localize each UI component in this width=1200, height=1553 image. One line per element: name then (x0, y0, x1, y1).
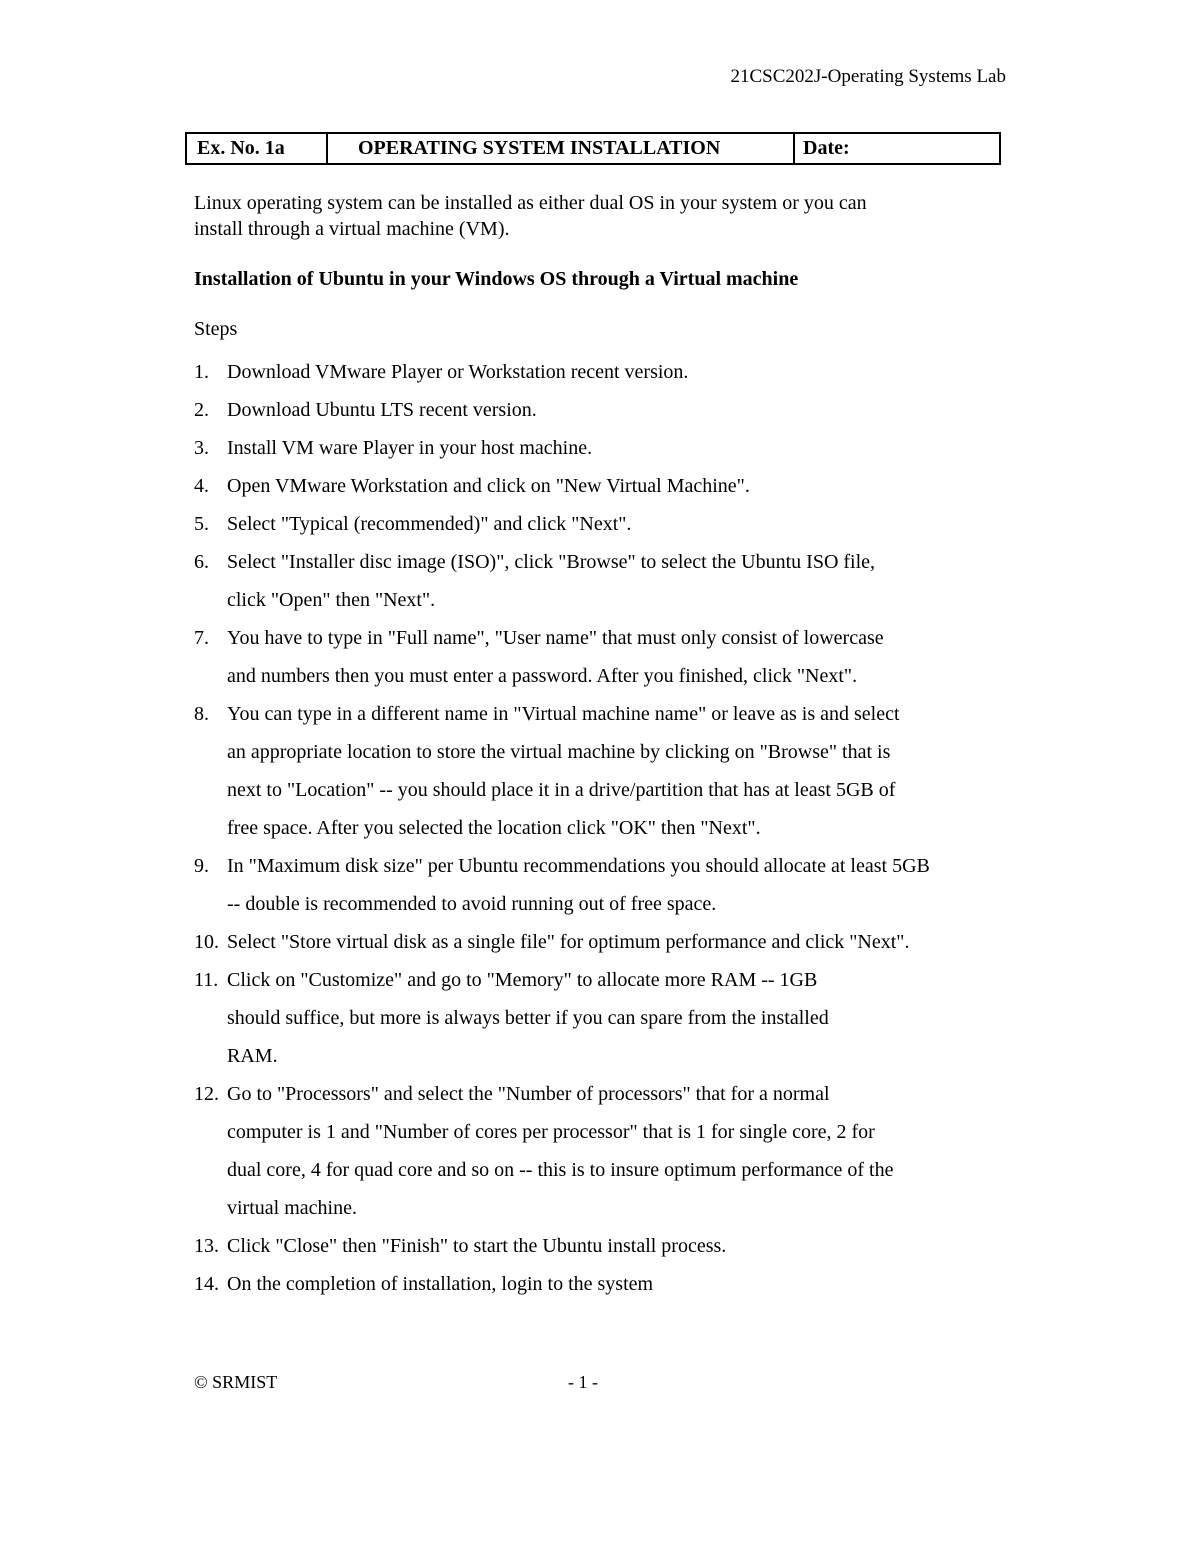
step-item (194, 923, 1014, 961)
step-number: 7. (194, 627, 209, 649)
step-text-line: RAM. (227, 1045, 278, 1067)
step-text-line: Select "Store virtual disk as a single file" for optimum performance and click "Next". (227, 931, 910, 953)
step-text (227, 1265, 1014, 1303)
step-item (194, 1227, 1014, 1265)
step-text-line: Open VMware Workstation and click on "New Virtual Machine". (227, 475, 750, 497)
step-text-line: Click on "Customize" and go to "Memory" to allocate more RAM -- 1GB (227, 969, 818, 991)
step-text-line: next to "Location" -- you should place it in a drive/partition that has at least 5GB of (227, 779, 896, 801)
step-text (227, 543, 1014, 619)
intro-line: install through a virtual machine (VM). (194, 218, 510, 240)
step-text-line: Install VM ware Player in your host machine. (227, 437, 593, 459)
step-text-line: virtual machine. (227, 1197, 357, 1219)
steps-list (194, 353, 1014, 1303)
section-heading: Installation of Ubuntu in your Windows OS through a Virtual machine (194, 268, 799, 290)
step-item (194, 961, 1014, 1075)
step-text-line: and numbers then you must enter a password. After you finished, click "Next". (227, 665, 858, 687)
step-number: 10. (194, 931, 219, 953)
footer-page-number: - 1 - (568, 1372, 598, 1392)
step-number: 1. (194, 361, 209, 383)
page-header: 21CSC202J-Operating Systems Lab (730, 66, 1006, 87)
step-text (227, 467, 1014, 505)
step-item (194, 391, 1014, 429)
step-number: 9. (194, 855, 209, 877)
step-text (227, 847, 1014, 923)
step-item (194, 505, 1014, 543)
step-text (227, 619, 1014, 695)
step-text-line: In "Maximum disk size" per Ubuntu recommendations you should allocate at least 5GB (227, 855, 930, 877)
step-text-line: an appropriate location to store the virtual machine by clicking on "Browse" that is (227, 741, 891, 763)
step-text (227, 391, 1014, 429)
title-table (185, 132, 1001, 165)
step-item (194, 1075, 1014, 1227)
step-number: 14. (194, 1273, 219, 1295)
step-text-line: Select "Installer disc image (ISO)", click "Browse" to select the Ubuntu ISO file, (227, 551, 876, 573)
exercise-title: OPERATING SYSTEM INSTALLATION (328, 134, 795, 163)
step-text-line: free space. After you selected the location click "OK" then "Next". (227, 817, 761, 839)
step-number: 12. (194, 1083, 219, 1105)
step-number: 2. (194, 399, 209, 421)
step-item (194, 619, 1014, 695)
step-item (194, 429, 1014, 467)
step-text (227, 353, 1014, 391)
step-text-line: Click "Close" then "Finish" to start the Ubuntu install process. (227, 1235, 727, 1257)
intro-line: Linux operating system can be installed as either dual OS in your system or you can (194, 192, 867, 214)
step-text-line: Download VMware Player or Workstation recent version. (227, 361, 689, 383)
step-item (194, 695, 1014, 847)
step-number: 11. (194, 969, 219, 991)
intro-paragraph (194, 190, 994, 242)
step-text-line: should suffice, but more is always better if you can spare from the installed (227, 1007, 829, 1029)
step-text-line: You have to type in "Full name", "User name" that must only consist of lowercase (227, 627, 884, 649)
step-item (194, 353, 1014, 391)
step-text-line: Download Ubuntu LTS recent version. (227, 399, 537, 421)
step-text-line: Go to "Processors" and select the "Number of processors" that for a normal (227, 1083, 830, 1105)
step-text-line: click "Open" then "Next". (227, 589, 436, 611)
step-number: 4. (194, 475, 209, 497)
step-number: 6. (194, 551, 209, 573)
step-text-line: -- double is recommended to avoid running out of free space. (227, 893, 717, 915)
exercise-number: Ex. No. 1a (187, 134, 328, 163)
step-number: 5. (194, 513, 209, 535)
step-item (194, 847, 1014, 923)
step-number: 13. (194, 1235, 219, 1257)
step-text-line: You can type in a different name in "Virtual machine name" or leave as is and select (227, 703, 900, 725)
date-label: Date: (803, 137, 850, 159)
step-text (227, 695, 1014, 847)
step-text (227, 923, 1014, 961)
step-item (194, 467, 1014, 505)
steps-label: Steps (194, 318, 238, 340)
step-number: 3. (194, 437, 209, 459)
step-item (194, 543, 1014, 619)
step-text (227, 1227, 1014, 1265)
step-text-line: On the completion of installation, login to the system (227, 1273, 654, 1295)
step-text-line: computer is 1 and "Number of cores per processor" that is 1 for single core, 2 for (227, 1121, 875, 1143)
step-text (227, 505, 1014, 543)
step-text (227, 429, 1014, 467)
footer-copyright: © SRMIST (194, 1372, 278, 1392)
step-text (227, 1075, 1014, 1227)
step-text-line: Select "Typical (recommended)" and click "Next". (227, 513, 632, 535)
step-number: 8. (194, 703, 209, 725)
step-text-line: dual core, 4 for quad core and so on -- this is to insure optimum performance of the (227, 1159, 894, 1181)
step-text (227, 961, 1014, 1075)
step-item (194, 1265, 1014, 1303)
